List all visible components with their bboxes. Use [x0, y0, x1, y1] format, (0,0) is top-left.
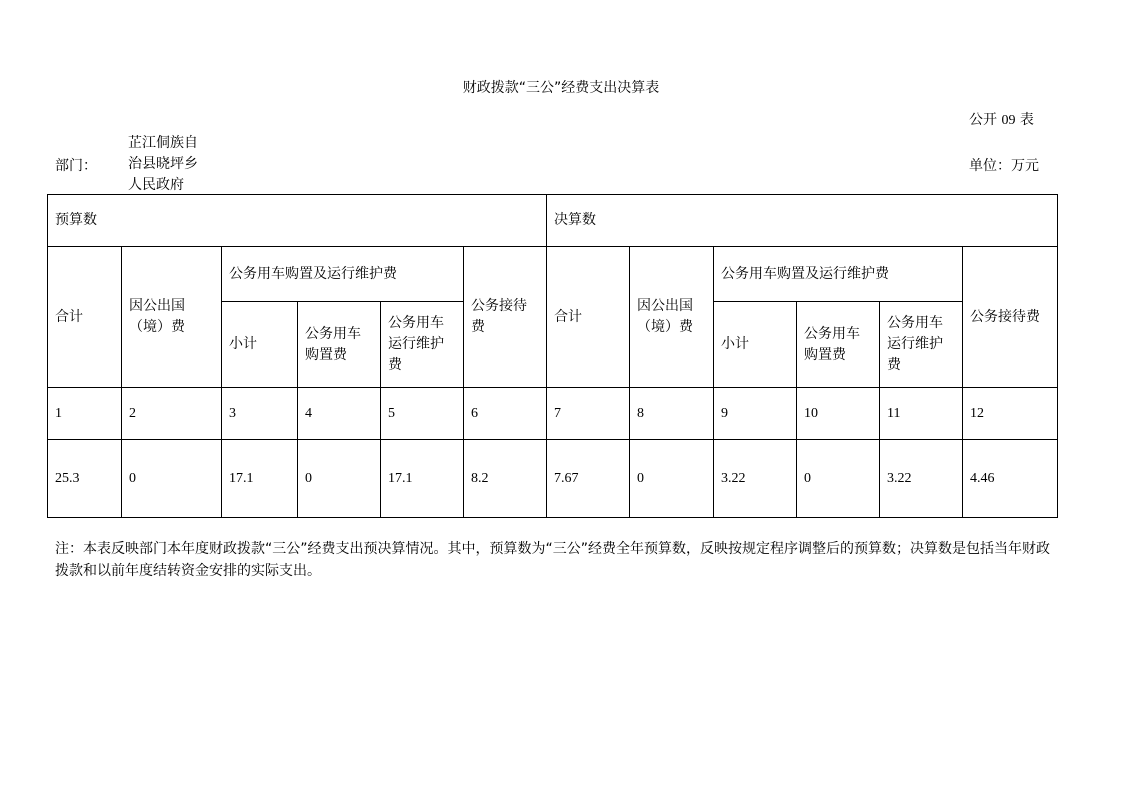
value-cell: 25.3 — [48, 440, 122, 518]
expenditure-table — [47, 194, 1058, 518]
footnote: 注：本表反映部门本年度财政拨款“三公”经费支出预决算情况。其中，预算数为“三公”经费全年预算数，反映按规定程序调整后的预算数；决算数是包括当年财政拨款和以前年度结转资金安排的实际支出。 — [55, 541, 1051, 579]
form-number-suffix: 表 — [1019, 112, 1034, 128]
form-number-prefix: 公开 — [969, 112, 997, 128]
value-cell: 3.22 — [880, 440, 963, 518]
final-group-header: 决算数 — [547, 195, 1058, 247]
column-number-row — [48, 388, 1058, 440]
column-number-cell: 12 — [963, 388, 1058, 440]
column-number-cell: 2 — [122, 388, 222, 440]
column-number-cell: 11 — [880, 388, 963, 440]
value-cell: 0 — [797, 440, 880, 518]
final-total-header: 合计 — [547, 247, 630, 388]
department-name-line: 治县晓坪乡 — [128, 156, 198, 172]
value-row — [48, 440, 1058, 518]
column-number-cell: 6 — [464, 388, 547, 440]
value-cell: 8.2 — [464, 440, 547, 518]
budget-reception-header: 公务接待费 — [464, 247, 547, 388]
final-overseas-header: 因公出国（境）费 — [630, 247, 714, 388]
value-cell: 17.1 — [381, 440, 464, 518]
column-number-cell: 5 — [381, 388, 464, 440]
column-number-cell: 8 — [630, 388, 714, 440]
department-name — [128, 133, 214, 196]
column-number-cell: 3 — [222, 388, 298, 440]
budget-overseas-header: 因公出国（境）费 — [122, 247, 222, 388]
department-name-line: 芷江侗族自 — [128, 135, 198, 151]
value-cell: 3.22 — [714, 440, 797, 518]
department-label: 部门： — [55, 158, 97, 174]
form-number — [969, 109, 1034, 129]
value-cell: 0 — [630, 440, 714, 518]
page-title: 财政拨款“三公”经费支出决算表 — [462, 80, 660, 96]
budget-vehicle-group-header: 公务用车购置及运行维护费 — [222, 247, 464, 302]
column-number-cell: 9 — [714, 388, 797, 440]
budget-vehicle-subtotal-header: 小计 — [222, 302, 298, 388]
budget-group-header: 预算数 — [48, 195, 547, 247]
group-header-row — [48, 195, 1058, 247]
value-cell: 4.46 — [963, 440, 1058, 518]
unit-label: 单位：万元 — [969, 158, 1039, 174]
value-cell: 17.1 — [222, 440, 298, 518]
column-number-cell: 10 — [797, 388, 880, 440]
value-cell: 0 — [122, 440, 222, 518]
final-vehicle-group-header: 公务用车购置及运行维护费 — [714, 247, 963, 302]
final-vehicle-purchase-header: 公务用车购置费 — [797, 302, 880, 388]
department-name-line: 人民政府 — [128, 177, 184, 193]
column-number-cell: 1 — [48, 388, 122, 440]
budget-total-header: 合计 — [48, 247, 122, 388]
budget-vehicle-operation-header: 公务用车运行维护费 — [381, 302, 464, 388]
column-number-cell: 4 — [298, 388, 381, 440]
column-number-cell: 7 — [547, 388, 630, 440]
final-vehicle-operation-header: 公务用车运行维护费 — [880, 302, 963, 388]
final-vehicle-subtotal-header: 小计 — [714, 302, 797, 388]
column-header-row — [48, 247, 1058, 302]
value-cell: 7.67 — [547, 440, 630, 518]
form-number-value: 09 — [1001, 113, 1016, 128]
budget-vehicle-purchase-header: 公务用车购置费 — [298, 302, 381, 388]
final-reception-header: 公务接待费 — [963, 247, 1058, 388]
value-cell: 0 — [298, 440, 381, 518]
